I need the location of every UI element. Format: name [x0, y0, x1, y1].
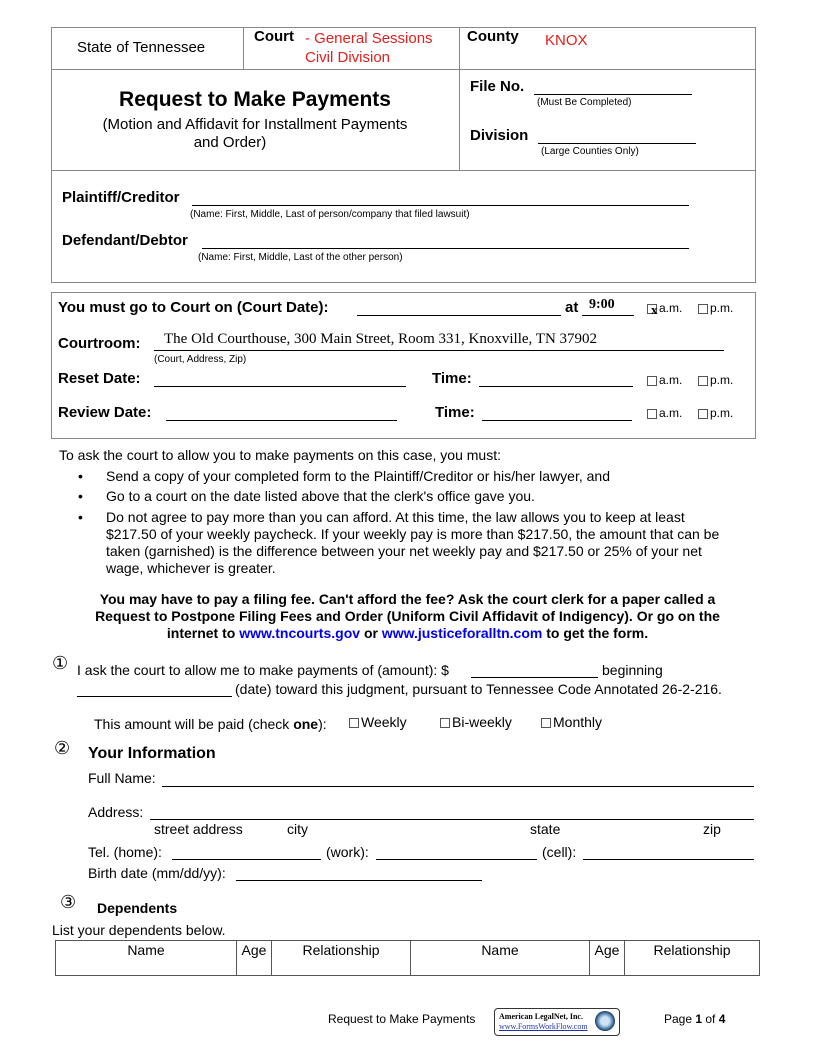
pm-label: p.m.	[710, 373, 734, 387]
pm-label: p.m.	[710, 301, 734, 315]
court-value: - General Sessions	[305, 30, 433, 47]
plaintiff-field[interactable]	[192, 205, 689, 206]
instruction-3d: wage, whichever is greater.	[106, 560, 276, 576]
court-date-label: You must go to Court on (Court Date):	[58, 299, 329, 316]
american-legalnet-logo[interactable]	[494, 1008, 620, 1036]
file-no-note: (Must Be Completed)	[537, 97, 632, 108]
am-label: a.m.	[659, 406, 683, 420]
dependents-table	[55, 940, 760, 976]
beginning-text: beginning	[602, 662, 663, 678]
city-label: city	[287, 821, 308, 837]
col-name: Name	[411, 941, 590, 976]
fee-text: internet to	[166, 625, 236, 641]
section-3-number: ③	[60, 892, 77, 912]
page-current: 1	[695, 1012, 703, 1026]
division-note: (Large Counties Only)	[541, 146, 639, 157]
subtitle-1: (Motion and Affidavit for Installment Payments	[102, 116, 408, 133]
defendant-field[interactable]	[202, 248, 689, 249]
at-label: at	[565, 299, 579, 316]
instruction-1: Send a copy of your completed form to the Plaintiff/Creditor or his/her lawyer, and	[106, 468, 610, 484]
reset-date-label: Reset Date:	[58, 370, 141, 387]
instruction-3b: $217.50 of your weekly paycheck. If your weekly pay is more than $217.50, the amount that can be	[106, 526, 720, 542]
instruction-3: Do not agree to pay more than you can afford. At this time, the law allows you to keep at least	[106, 509, 685, 525]
county-value: KNOX	[545, 32, 588, 49]
file-no-label: File No.	[470, 78, 525, 95]
check-text: This amount will be paid (check	[94, 716, 294, 732]
fee-text: to get the form.	[546, 625, 649, 641]
address-field[interactable]	[150, 819, 754, 820]
payment-amount-text: I ask the court to allow me to make payments of (amount): $	[77, 662, 449, 678]
your-information-heading: Your Information	[88, 745, 216, 762]
payment-amount-field[interactable]	[471, 677, 598, 678]
page-number	[664, 1012, 725, 1026]
court-date-field[interactable]	[357, 315, 561, 316]
court-time-value: 9:00	[589, 297, 615, 312]
am-label: a.m.	[659, 373, 683, 387]
fee-line-3	[51, 625, 764, 641]
plaintiff-label: Plaintiff/Creditor	[62, 189, 180, 206]
tel-home-label: Tel. (home):	[88, 844, 162, 860]
page-total: 4	[718, 1012, 726, 1026]
reset-pm-checkbox[interactable]	[698, 373, 733, 387]
courtroom-note: (Court, Address, Zip)	[154, 354, 247, 365]
justiceforalltn-link[interactable]: www.justiceforalltn.com	[381, 625, 543, 641]
col-relationship: Relationship	[625, 941, 760, 976]
monthly-label: Monthly	[553, 714, 603, 730]
instruction-3c: taken (garnished) is the difference between your net weekly pay and $217.50 or 25% of your net	[106, 543, 702, 559]
division-label: Division	[470, 127, 529, 144]
bullet: •	[78, 509, 83, 525]
dependents-heading: Dependents	[97, 900, 178, 916]
review-pm-checkbox[interactable]	[698, 406, 733, 420]
full-name-field[interactable]	[162, 786, 754, 787]
state-label: state	[530, 821, 561, 837]
weekly-checkbox[interactable]	[349, 714, 407, 730]
birth-date-field[interactable]	[236, 880, 482, 881]
logo-text: American LegalNet, Inc.	[499, 1012, 583, 1021]
bullet: •	[78, 468, 83, 484]
birth-date-label: Birth date (mm/dd/yy):	[88, 865, 226, 881]
review-date-label: Review Date:	[58, 404, 152, 421]
instruction-2: Go to a court on the date listed above that the clerk's office gave you.	[106, 488, 535, 504]
bullet: •	[78, 488, 83, 504]
check-text: ):	[318, 716, 327, 732]
court-time-field[interactable]	[582, 315, 634, 316]
street-label: street address	[154, 821, 243, 837]
review-am-checkbox[interactable]	[647, 406, 682, 420]
footer-title: Request to Make Payments	[328, 1012, 476, 1026]
zip-label: zip	[703, 821, 721, 837]
reset-time-field[interactable]	[479, 386, 633, 387]
review-time-label: Time:	[435, 404, 475, 421]
am-label: a.m.	[659, 301, 683, 315]
col-name: Name	[56, 941, 237, 976]
begin-date-field[interactable]	[77, 696, 232, 697]
tel-cell-label: (cell):	[542, 844, 577, 860]
plaintiff-note: (Name: First, Middle, Last of person/company that filed lawsuit)	[190, 209, 470, 220]
am-check-mark: x	[651, 302, 658, 317]
page-text: Page	[664, 1012, 696, 1026]
pm-label: p.m.	[710, 406, 734, 420]
defendant-label: Defendant/Debtor	[62, 232, 188, 249]
tncourts-link[interactable]: www.tncourts.gov	[239, 625, 361, 641]
page-text: of	[702, 1012, 719, 1026]
date-text: (date) toward this judgment, pursuant to Tennessee Code Annotated 26-2-216.	[235, 681, 722, 697]
monthly-checkbox[interactable]	[541, 714, 602, 730]
state-label: State of Tennessee	[77, 39, 206, 56]
review-time-field[interactable]	[482, 420, 632, 421]
page-title: Request to Make Payments	[119, 88, 391, 111]
defendant-note: (Name: First, Middle, Last of the other person)	[198, 252, 403, 263]
division-field[interactable]	[538, 143, 696, 144]
fee-text: or	[363, 625, 378, 641]
tel-home-field[interactable]	[172, 859, 321, 860]
dependents-intro: List your dependents below.	[52, 922, 226, 938]
address-label: Address:	[88, 804, 144, 820]
court-pm-checkbox[interactable]	[698, 301, 733, 315]
fee-line-1: You may have to pay a filing fee. Can't afford the fee? Ask the court clerk for a paper called a	[99, 591, 716, 607]
weekly-label: Weekly	[361, 714, 407, 730]
subtitle-2: and Order)	[193, 134, 267, 151]
instructions-intro: To ask the court to allow you to make payments on this case, you must:	[59, 447, 501, 463]
tel-work-label: (work):	[326, 844, 369, 860]
col-relationship: Relationship	[272, 941, 411, 976]
section-1-number: ①	[52, 653, 69, 673]
table-header-row	[56, 941, 760, 976]
court-label: Court	[254, 28, 294, 45]
fee-line-2: Request to Postpone Filing Fees and Order (Uniform Civil Affidavit of Indigency). Or go on the	[95, 608, 720, 624]
courtroom-label: Courtroom:	[58, 335, 141, 352]
tel-work-field[interactable]	[376, 859, 537, 860]
reset-am-checkbox[interactable]	[647, 373, 682, 387]
tel-cell-field[interactable]	[583, 859, 754, 860]
section-2-number: ②	[54, 738, 71, 758]
col-age: Age	[590, 941, 625, 976]
courtroom-value: The Old Courthouse, 300 Main Street, Room 331, Knoxville, TN 37902	[164, 331, 598, 347]
check-one-label	[94, 716, 327, 732]
reset-time-label: Time:	[432, 370, 472, 387]
full-name-label: Full Name:	[88, 770, 156, 786]
col-age: Age	[237, 941, 272, 976]
check-bold: one	[293, 716, 319, 732]
biweekly-label: Bi-weekly	[452, 714, 512, 730]
biweekly-checkbox[interactable]	[440, 714, 512, 730]
globe-icon	[595, 1011, 615, 1031]
review-date-field[interactable]	[166, 420, 397, 421]
file-no-field[interactable]	[534, 94, 692, 95]
county-label: County	[467, 28, 519, 45]
courtroom-field[interactable]	[154, 350, 724, 351]
logo-url: www.FormsWorkFlow.com	[499, 1022, 588, 1031]
court-division: Civil Division	[305, 49, 391, 66]
reset-date-field[interactable]	[154, 386, 406, 387]
